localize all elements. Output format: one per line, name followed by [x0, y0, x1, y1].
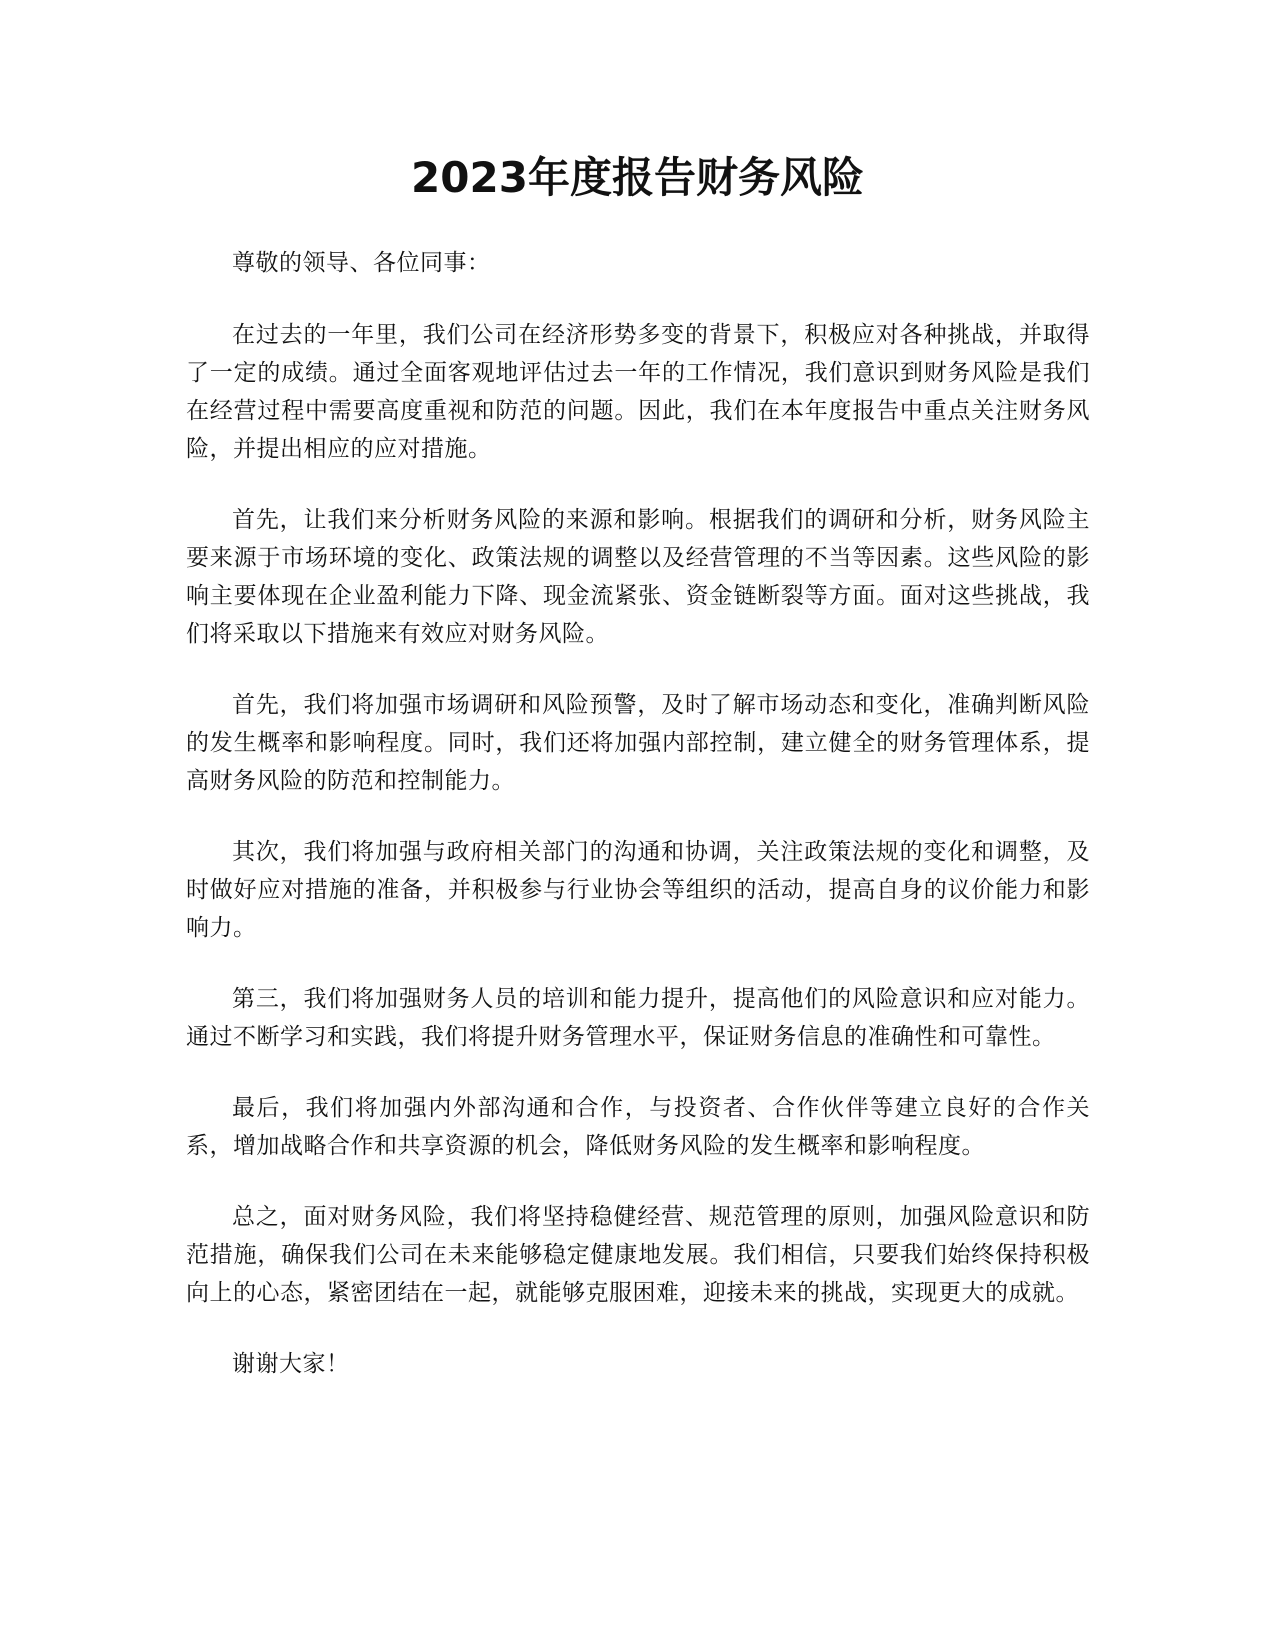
paragraph-intro: 在过去的一年里，我们公司在经济形势多变的背景下，积极应对各种挑战，并取得了一定的成绩。通过全面客观地评估过去一年的工作情况，我们意识到财务风险是我们在经营过程中需要高度重视和防范的问题。因此，我们在本年度报告中重点关注财务风险，并提出相应的应对措施。	[186, 322, 1090, 462]
paragraph-salutation: 尊敬的领导、各位同事：	[232, 250, 491, 276]
paragraph-risk-analysis: 首先，让我们来分析财务风险的来源和影响。根据我们的调研和分析，财务风险主要来源于市场环境的变化、政策法规的调整以及经营管理的不当等因素。这些风险的影响主要体现在企业盈利能力下降、现金流紧张、资金链断裂等方面。面对这些挑战，我们将采取以下措施来有效应对财务风险。	[186, 507, 1090, 647]
paragraph-measure-last: 最后，我们将加强内外部沟通和合作，与投资者、合作伙伴等建立良好的合作关系，增加战略合作和共享资源的机会，降低财务风险的发生概率和影响程度。	[186, 1095, 1090, 1159]
paragraph-measure-third: 第三，我们将加强财务人员的培训和能力提升，提高他们的风险意识和应对能力。通过不断学习和实践，我们将提升财务管理水平，保证财务信息的准确性和可靠性。	[186, 986, 1090, 1050]
paragraph-measure-first: 首先，我们将加强市场调研和风险预警，及时了解市场动态和变化，准确判断风险的发生概率和影响程度。同时，我们还将加强内部控制，建立健全的财务管理体系，提高财务风险的防范和控制能力。	[186, 692, 1090, 794]
paragraph-measure-second: 其次，我们将加强与政府相关部门的沟通和协调，关注政策法规的变化和调整，及时做好应对措施的准备，并积极参与行业协会等组织的活动，提高自身的议价能力和影响力。	[186, 839, 1090, 941]
document-title: 2023年度报告财务风险	[411, 153, 864, 202]
paragraph-conclusion: 总之，面对财务风险，我们将坚持稳健经营、规范管理的原则，加强风险意识和防范措施，确保我们公司在未来能够稳定健康地发展。我们相信，只要我们始终保持积极向上的心态，紧密团结在一起，就能够克服困难，迎接未来的挑战，实现更大的成就。	[186, 1204, 1090, 1306]
paragraph-thanks: 谢谢大家！	[232, 1351, 350, 1377]
document-body	[186, 244, 1090, 1416]
